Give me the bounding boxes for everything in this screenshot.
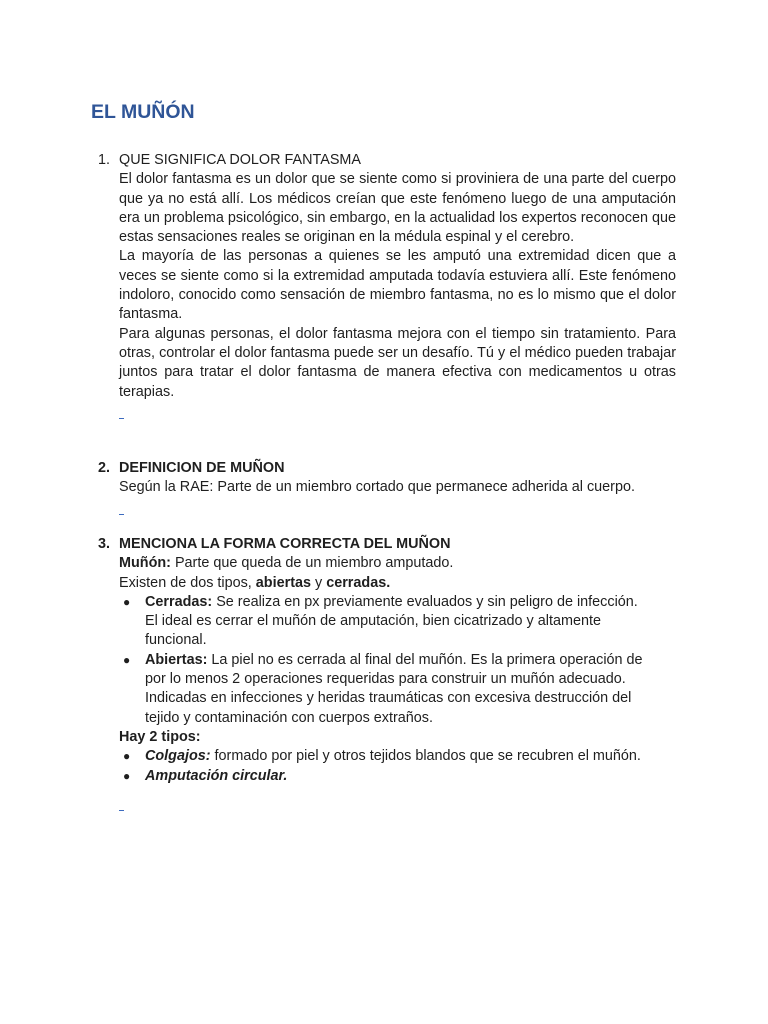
section-body bbox=[119, 170, 676, 425]
paragraph: La mayoría de las personas a quienes se les amputó una extremidad dicen que a veces se siente como si la extremidad amputada todavía estuviera allí. Este fenómeno indoloro, conocido como sensación de miembro fantasma, no es lo mismo que el dolor fantasma. bbox=[119, 248, 676, 323]
section-dolor-fantasma bbox=[98, 151, 676, 425]
abiertas-label: Abiertas: bbox=[145, 651, 208, 668]
section-heading bbox=[98, 535, 676, 554]
bullet-icon: ● bbox=[123, 749, 131, 764]
munon-definition bbox=[119, 554, 676, 573]
munon-text: Parte que queda de un miembro amputado. bbox=[170, 555, 454, 572]
section-title: QUE SIGNIFICA DOLOR FANTASMA bbox=[119, 152, 362, 168]
list-item-colgajos bbox=[98, 747, 655, 766]
munon-label: Muñón: bbox=[119, 555, 171, 572]
tipos-prefix: Existen de dos tipos, bbox=[119, 574, 256, 591]
section-number: 1. bbox=[98, 152, 111, 168]
tipos-cerradas: cerradas. bbox=[326, 574, 391, 591]
empty-link[interactable] bbox=[119, 513, 124, 515]
section-body bbox=[119, 728, 676, 747]
section-heading bbox=[98, 459, 676, 478]
cerradas-label: Cerradas: bbox=[145, 593, 213, 610]
section-title: DEFINICION DE MUÑON bbox=[119, 460, 285, 476]
tipos-abiertas: abiertas bbox=[255, 574, 311, 591]
section-body bbox=[119, 798, 676, 817]
cerradas-extra: El ideal es cerrar el muñón de amputación, bien cicatrizado y altamente funcional. bbox=[145, 613, 601, 649]
section-definicion bbox=[98, 459, 676, 521]
section-body bbox=[119, 554, 676, 593]
list-item-circular bbox=[98, 767, 655, 786]
tipos-y: y bbox=[311, 574, 327, 591]
hay-tipos-heading: Hay 2 tipos: bbox=[119, 728, 201, 745]
empty-link[interactable] bbox=[119, 417, 124, 419]
empty-link[interactable] bbox=[119, 809, 124, 811]
bullet-list-tipos bbox=[98, 593, 676, 728]
colgajos-label: Colgajos: bbox=[145, 748, 211, 765]
paragraph: El dolor fantasma es un dolor que se siente como si proviniera de una parte del cuerpo que ya no está allí. Los médicos creían que este fenómeno luego de una amputación era un problema psicológico, sin embargo, en la actualidad los expertos reconocen que estas sensaciones reales se originan en la médula espinal y el cerebro. bbox=[119, 171, 676, 246]
section-heading bbox=[98, 151, 676, 170]
section-title: MENCIONA LA FORMA CORRECTA DEL MUÑON bbox=[119, 536, 451, 552]
section-number: 3. bbox=[98, 536, 111, 552]
bullet-icon: ● bbox=[123, 594, 131, 609]
circular-label: Amputación circular. bbox=[145, 767, 288, 784]
abiertas-text: La piel no es cerrada al final del muñón. Es la primera operación de por lo menos 2 operaciones requeridas para construir un muñón adecuado. bbox=[145, 651, 643, 688]
tipos-line bbox=[119, 574, 676, 593]
colgajos-text: formado por piel y otros tejidos blandos que se recubren el muñón. bbox=[210, 748, 641, 765]
bullet-icon: ● bbox=[123, 768, 131, 783]
list-item-abiertas bbox=[98, 651, 655, 728]
abiertas-extra: Indicadas en infecciones y heridas traumáticas con excesiva destrucción del tejido y contaminación con cuerpos extraños. bbox=[145, 690, 632, 726]
list-item-cerradas bbox=[98, 593, 655, 651]
bullet-icon: ● bbox=[123, 652, 131, 667]
definition-text: Según la RAE: Parte de un miembro cortado que permanece adherida al cuerpo. bbox=[119, 479, 635, 496]
section-number: 2. bbox=[98, 460, 111, 476]
section-body bbox=[119, 478, 676, 521]
page-title: EL MUÑÓN bbox=[91, 101, 195, 123]
paragraph: Para algunas personas, el dolor fantasma mejora con el tiempo sin tratamiento. Para otras, controlar el dolor fantasma puede ser un desafío. Tú y el médico pueden trabajar juntos para tratar el dolor fantasma de manera efectiva con medicamentos u otras terapias. bbox=[119, 325, 676, 400]
bullet-list-amputacion bbox=[98, 747, 676, 786]
cerradas-text: Se realiza en px previamente evaluados y sin peligro de infección. bbox=[212, 593, 638, 610]
section-forma-correcta bbox=[98, 535, 676, 817]
